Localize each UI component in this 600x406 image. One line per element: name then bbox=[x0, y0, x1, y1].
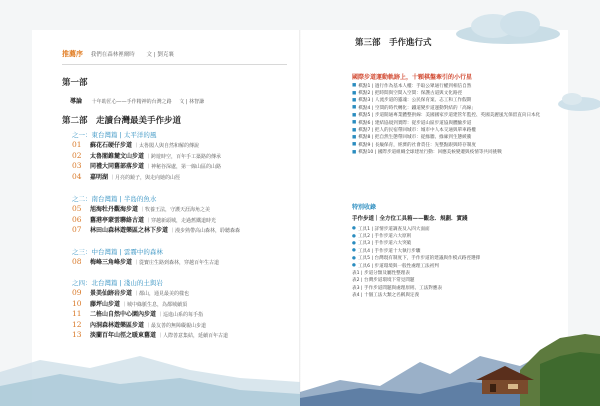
bullet-icon: ● bbox=[352, 240, 356, 246]
entry-desc: 都山，通見最美的樣也 bbox=[139, 291, 190, 297]
entry-title: 嘉明湖 bbox=[90, 173, 109, 181]
toolbox-text: 工具5 | 台灣現有制度下，手作步道的建議與作模式路徑選擇 bbox=[357, 256, 481, 262]
milestone-text: 棋點2 | 把時間與空間入空間：保護古道與文化路徑 bbox=[358, 91, 463, 97]
toolbox-item[interactable] bbox=[352, 232, 562, 239]
entry-number: 04 bbox=[72, 171, 82, 181]
milestone-text: 棋點4 | 空間的時代轉化：鐵道變步道運動對結的「高線」 bbox=[358, 105, 476, 111]
entry-title: 藤坪山步道 bbox=[90, 300, 121, 308]
bullet-icon: ■ bbox=[352, 97, 357, 103]
toc-entry[interactable]: 01 蘇花石硬仔步道 ｜ 太魯閣人與自然和解的傳說 bbox=[72, 140, 200, 149]
entry-number: 02 bbox=[72, 150, 82, 160]
section-central-title: 之三：中台灣篇 | 雲霧中的森林 bbox=[72, 248, 163, 256]
entry-desc: 牧養王法，守護天涯海角之美 bbox=[145, 207, 211, 213]
section-east-entries bbox=[72, 140, 292, 182]
entry-desc: 漫步熟帶高山森林，聆聽森森 bbox=[175, 228, 241, 235]
toc-entry[interactable]: 03 同禮大同舊部落步道 ｜ 神秘谷深處，第一線山區的山路 bbox=[72, 161, 222, 171]
part3-title: 第三部 手作進行式 bbox=[355, 38, 432, 48]
toolbox-text: 工具6 | 步道環境與一般性處理工法初判 bbox=[357, 263, 439, 269]
toc-entry[interactable]: 10 藤坪山步道 ｜ 城中綠脈生息，為都城續頂 bbox=[72, 298, 188, 308]
toc-entry[interactable]: 06 舊港亭蒙雲聯絡古道 ｜ 穿越新頭城，走過舊鐵道時光 bbox=[72, 214, 217, 224]
bullet-icon: ■ bbox=[352, 112, 357, 118]
part3-heading: 國際步道運動軌跡上，十顆棋盤牽引的小行星 bbox=[352, 74, 473, 81]
intro-author: 文 | 林智謙 bbox=[179, 99, 205, 105]
milestone-list bbox=[352, 82, 562, 156]
toolbox-text: 工具2 | 手作步道六大原則 bbox=[357, 234, 412, 240]
cloud-illustration bbox=[448, 6, 568, 48]
intro-line bbox=[70, 96, 204, 105]
entry-desc: 從寶庄生路到森林，穿越百年生古道 bbox=[139, 260, 220, 266]
entry-title: 舊港亭蒙雲聯絡古道 bbox=[90, 216, 145, 224]
entry-title: 太魯閣錐麓文山步道 bbox=[90, 152, 145, 160]
entry-number: 07 bbox=[72, 225, 82, 235]
entry-desc: 神秘谷深處，第一線山區的山路 bbox=[151, 164, 222, 171]
toc-entry[interactable]: 04 嘉明湖 ｜ 月亮的鏡子，與走向她的山徑 bbox=[72, 171, 181, 181]
entry-title: 蘇花石硬仔步道 bbox=[90, 142, 133, 149]
milestone-item[interactable] bbox=[352, 119, 562, 126]
special-section-title: 特別收錄 bbox=[352, 204, 377, 211]
milestone-text: 棋點10 | 國際步道組織全球建址行動：回應美候變遷與疫情等共同挑戰 bbox=[358, 150, 502, 156]
toc-entry[interactable]: 08 梅峰三角峰步道 ｜ 從寶庄生路到森林，穿越百年生古道 bbox=[72, 257, 220, 266]
entry-desc: 巡進山系的每手指 bbox=[163, 312, 204, 319]
entry-number: 11 bbox=[72, 309, 82, 319]
bullet-icon: ● bbox=[352, 226, 356, 232]
milestone-item[interactable] bbox=[352, 104, 562, 111]
milestone-text: 棋點5 | 步道開通專業體整供線：美國國家步道建管年監控、英國美麗風光保留直向日本化 bbox=[358, 112, 541, 118]
milestone-item[interactable] bbox=[352, 82, 562, 89]
section-north-title: 之四：北台灣篇 | 淺山的土與岩 bbox=[72, 279, 163, 287]
part1-title: 第一部 bbox=[62, 78, 88, 88]
entry-title: 淡蘭百年山徑之暖東舊道 bbox=[90, 332, 157, 340]
toc-entry[interactable]: 05 旭海牡丹觀海步道 ｜ 牧養王法，守護天涯海角之美 bbox=[72, 204, 211, 213]
entry-number: 05 bbox=[72, 204, 82, 213]
bullet-icon: ■ bbox=[352, 134, 357, 140]
toolbox-text: 表2 | 台灣步道環境下常見問題 bbox=[352, 278, 415, 284]
toolbox-text: 工具3 | 手作步道六大突破 bbox=[357, 241, 412, 247]
milestone-item[interactable] bbox=[352, 112, 562, 119]
divider bbox=[62, 64, 287, 65]
toc-entry[interactable]: 09 景美仙跡岩步道 ｜ 都山，通見最美的樣也 bbox=[72, 288, 190, 297]
toc-entry[interactable]: 11 二格山自然中心園內步道 ｜ 巡進山系的每手指 bbox=[72, 309, 204, 319]
entry-desc: 太魯閣人與自然和解的傳說 bbox=[139, 143, 200, 149]
section-south-title: 之二：南台灣篇 | 半島的魚水 bbox=[72, 195, 157, 203]
toolbox-item[interactable] bbox=[352, 247, 562, 254]
intro-title: 十年助匠心——手作精神的台灣之路 bbox=[91, 99, 172, 105]
preface-title: 我們在森林裡爾時 bbox=[90, 52, 135, 58]
bullet-icon: ■ bbox=[352, 127, 357, 133]
milestone-text: 棋點1 | 過行作為基本人權：手取公眾通行權到相信自然 bbox=[358, 83, 472, 89]
toc-entry[interactable]: 02 太魯閣錐麓文山步道 ｜ 跨遊時空，百年手工築路的傳承 bbox=[72, 150, 222, 160]
toc-entry[interactable]: 12 內洞森林遊樂區步道 ｜ 最友善的無障礙親山步道 bbox=[72, 319, 207, 329]
intro-label: 導論 bbox=[70, 98, 83, 105]
entry-desc: 月亮的鏡子，與走向她的山徑 bbox=[115, 174, 181, 181]
entry-number: 13 bbox=[72, 330, 82, 340]
bullet-icon: ■ bbox=[352, 105, 357, 111]
entry-desc: 最友善的無障礙親山步道 bbox=[151, 322, 207, 329]
toolbox-text: 工具1 | 詳情步道調查及入四大面面 bbox=[357, 226, 430, 232]
entry-title: 梅峰三角峰步道 bbox=[90, 259, 133, 266]
entry-number: 09 bbox=[72, 288, 82, 297]
entry-number: 06 bbox=[72, 214, 82, 224]
toolbox-item[interactable] bbox=[352, 277, 562, 284]
part2-title: 第二部 走讀台灣最美手作步道 bbox=[62, 116, 182, 126]
milestone-item[interactable] bbox=[352, 89, 562, 96]
entry-title: 景美仙跡岩步道 bbox=[90, 290, 133, 297]
milestone-item[interactable] bbox=[352, 149, 562, 156]
bullet-icon: ■ bbox=[352, 142, 357, 148]
entry-title: 同禮大同舊部落步道 bbox=[90, 163, 145, 171]
toolbox-item[interactable] bbox=[352, 255, 562, 262]
entry-title: 內洞森林遊樂區步道 bbox=[90, 321, 145, 329]
toolbox-text: 工具4 | 手作步道十大執行步驟 bbox=[357, 248, 421, 254]
toolbox-item[interactable] bbox=[352, 240, 562, 247]
preface-line bbox=[62, 49, 174, 59]
milestone-text: 棋點9 | 長級保育，經濟的社會責任：先整點跟與時存制度 bbox=[358, 142, 476, 148]
toc-entry[interactable]: 07 林田山森林遊樂區之林下步道 ｜ 漫步熟帶高山森林，聆聽森森 bbox=[72, 225, 241, 235]
entry-title: 二格山自然中心園內步道 bbox=[90, 311, 157, 319]
milestone-text: 棋點6 | 建結協規到實際：從步道山區步道協與體驗步道 bbox=[358, 120, 472, 126]
milestone-text: 棋點8 | 把自然生態帶回城市：從綠牆、綠廊到生態緩衝 bbox=[358, 135, 472, 141]
bullet-icon: ● bbox=[352, 248, 356, 254]
bullet-icon: ■ bbox=[352, 149, 357, 155]
entry-title: 旭海牡丹觀海步道 bbox=[90, 206, 139, 213]
bullet-icon: ■ bbox=[352, 83, 357, 89]
preface-author: 文 | 劉克襄 bbox=[146, 52, 174, 58]
bullet-icon: ● bbox=[352, 255, 356, 261]
toolbox-item[interactable] bbox=[352, 269, 562, 276]
milestone-item[interactable] bbox=[352, 141, 562, 148]
section-east-title: 之一：東台灣篇 | 太平洋的風 bbox=[72, 131, 157, 139]
entry-desc: 城中綠脈生息，為都城續頂 bbox=[127, 301, 188, 308]
entry-desc: 穿越新頭城，走過舊鐵道時光 bbox=[151, 217, 217, 224]
bullet-icon: ■ bbox=[352, 120, 357, 126]
bullet-icon: ■ bbox=[352, 90, 357, 96]
milestone-text: 棋點3 | 人流步道的靈魂：公民保育案、志工和工作假期 bbox=[358, 98, 472, 104]
bullet-icon: ● bbox=[352, 263, 356, 269]
toolbox-item[interactable] bbox=[352, 225, 562, 232]
milestone-item[interactable] bbox=[352, 97, 562, 104]
section-south-entries bbox=[72, 204, 292, 236]
mountain-landscape-illustration bbox=[0, 286, 600, 406]
entry-number: 03 bbox=[72, 161, 82, 171]
section-central-entries bbox=[72, 257, 292, 268]
entry-number: 12 bbox=[72, 319, 82, 329]
milestone-item[interactable] bbox=[352, 134, 562, 141]
entry-number: 01 bbox=[72, 140, 82, 149]
toolbox-text: 表1 | 步道分類及屬性整理表 bbox=[352, 271, 410, 277]
toolbox-item[interactable] bbox=[352, 262, 562, 269]
entry-number: 10 bbox=[72, 298, 82, 308]
preface-tag: 推薦序 bbox=[62, 50, 83, 58]
entry-desc: 人際善意集結，延續百年古道 bbox=[163, 333, 229, 340]
bullet-icon: ● bbox=[352, 233, 356, 239]
toc-entry[interactable]: 13 淡蘭百年山徑之暖東舊道 ｜ 人際善意集結，延續百年古道 bbox=[72, 330, 229, 340]
toolbox-heading: 手作步道｜全方位工具箱——觀念．規劃．實踐 bbox=[352, 216, 468, 222]
toolbox-text: 表3 | 手作步道問題與處理原則、工法對應表 bbox=[352, 285, 443, 291]
milestone-text: 棋點7 | 把人的民宿帶回城市：城市中人本交通與單車路權 bbox=[358, 128, 476, 134]
entry-number: 08 bbox=[72, 257, 82, 266]
toolbox-text: 表4 | 十個工法大類之名稱與定義 bbox=[352, 293, 420, 299]
entry-title: 林田山森林遊樂區之林下步道 bbox=[90, 227, 169, 235]
entry-desc: 跨遊時空，百年手工築路的傳承 bbox=[151, 153, 222, 160]
milestone-item[interactable] bbox=[352, 126, 562, 133]
